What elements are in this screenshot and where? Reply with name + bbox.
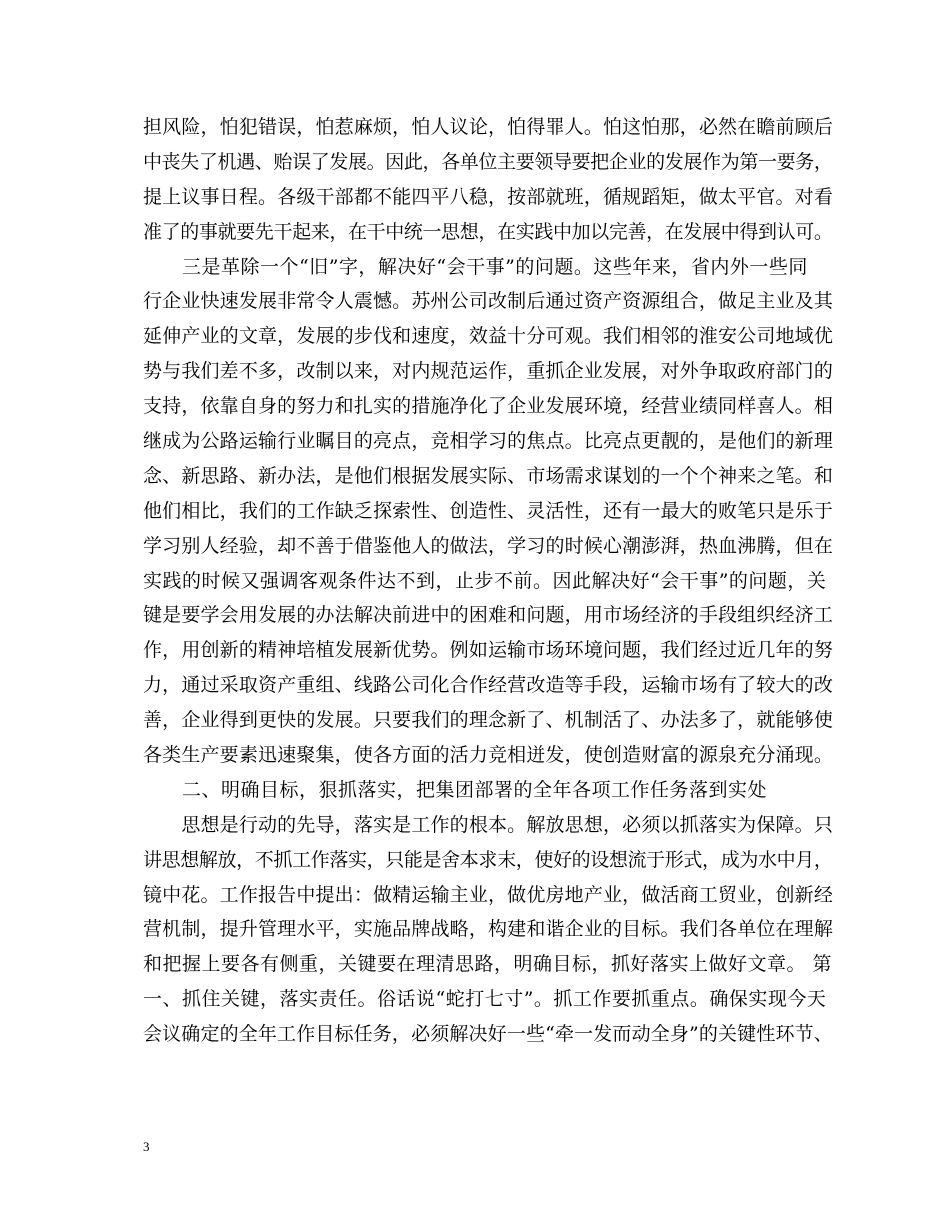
body-text <box>143 110 833 1052</box>
text-line: 继成为公路运输行业瞩目的亮点，竞相学习的焦点。比亮点更靓的，是他们的新理 <box>143 430 834 453</box>
text-line: 势与我们差不多，改制以来，对内规范运作，重抓企业发展，对外争取政府部门的 <box>143 360 834 383</box>
text-line: 他们相比，我们的工作缺乏探索性、创造性、灵活性，还有一最大的败笔只是乐于 <box>143 499 834 522</box>
text-line: 思想是行动的先导，落实是工作的根本。解放思想，必须以抓落实为保障。只 <box>143 813 834 836</box>
text-line: 支持，依靠自身的努力和扎实的措施净化了企业发展环境，经营业绩同样喜人。相 <box>143 395 834 418</box>
page-number: 3 <box>143 1139 150 1154</box>
text-line: 担风险，怕犯错误，怕惹麻烦，怕人议论，怕得罪人。怕这怕那，必然在瞻前顾后 <box>143 116 834 138</box>
text-line: 三是革除一个“旧”字，解决好“会干事”的问题。这些年来，省内外一些同 <box>143 255 808 278</box>
text-line: 镜中花。工作报告中提出：做精运输主业，做优房地产业，做活商工贸业，创新经 <box>143 883 834 906</box>
text-line: 提上议事日程。各级干部都不能四平八稳，按部就班，循规蹈矩，做太平官。对看 <box>143 185 834 208</box>
text-line: 准了的事就要先干起来，在干中统一思想，在实践中加以完善，在发展中得到认可。 <box>143 220 833 243</box>
text-line: 实践的时候又强调客观条件达不到，止步不前。因此解决好“会干事”的问题，关 <box>143 569 827 592</box>
text-line: 力，通过采取资产重组、线路公司化合作经营改造等手段，运输市场有了较大的改 <box>143 674 834 697</box>
text-line: 会议确定的全年工作目标任务，必须解决好一些“牵一发而动全身”的关键性环节、 <box>143 1023 833 1046</box>
text-line: 讲思想解放，不抓工作落实，只能是舍本求末，使好的设想流于形式，成为水中月， <box>143 848 833 871</box>
text-line: 键是要学会用发展的办法解决前进中的困难和问题，用市场经济的手段组织经济工 <box>143 604 834 627</box>
text-line: 和把握上要各有侧重，关键要在理清思路，明确目标，抓好落实上做好文章。 第 <box>143 953 833 976</box>
text-line: 二、明确目标，狠抓落实，把集团部署的全年各项工作任务落到实处 <box>143 778 768 801</box>
text-line: 善，企业得到更快的发展。只要我们的理念新了、机制活了、办法多了，就能够使 <box>143 709 834 732</box>
text-line: 作，用创新的精神培植发展新优势。例如运输市场环境问题，我们经过近几年的努 <box>143 639 834 662</box>
text-line: 一、抓住关键，落实责任。俗话说“蛇打七寸”。抓工作要抓重点。确保实现今天 <box>143 988 827 1011</box>
text-line: 延伸产业的文章，发展的步伐和速度，效益十分可观。我们相邻的淮安公司地域优 <box>143 325 834 348</box>
text-line: 各类生产要素迅速聚集，使各方面的活力竞相迸发，使创造财富的源泉充分涌现。 <box>143 744 834 767</box>
text-line: 学习别人经验，却不善于借鉴他人的做法，学习的时候心潮澎湃，热血沸腾，但在 <box>143 534 834 557</box>
text-line: 营机制，提升管理水平，实施品牌战略，构建和谐企业的目标。我们各单位在理解 <box>143 918 834 941</box>
text-line: 行企业快速发展非常令人震憾。苏州公司改制后通过资产资源组合，做足主业及其 <box>143 290 834 313</box>
text-line: 中丧失了机遇、贻误了发展。因此，各单位主要领导要把企业的发展作为第一要务， <box>143 150 833 173</box>
text-line: 念、新思路、新办法，是他们根据发展实际、市场需求谋划的一个个神来之笔。和 <box>143 464 834 487</box>
